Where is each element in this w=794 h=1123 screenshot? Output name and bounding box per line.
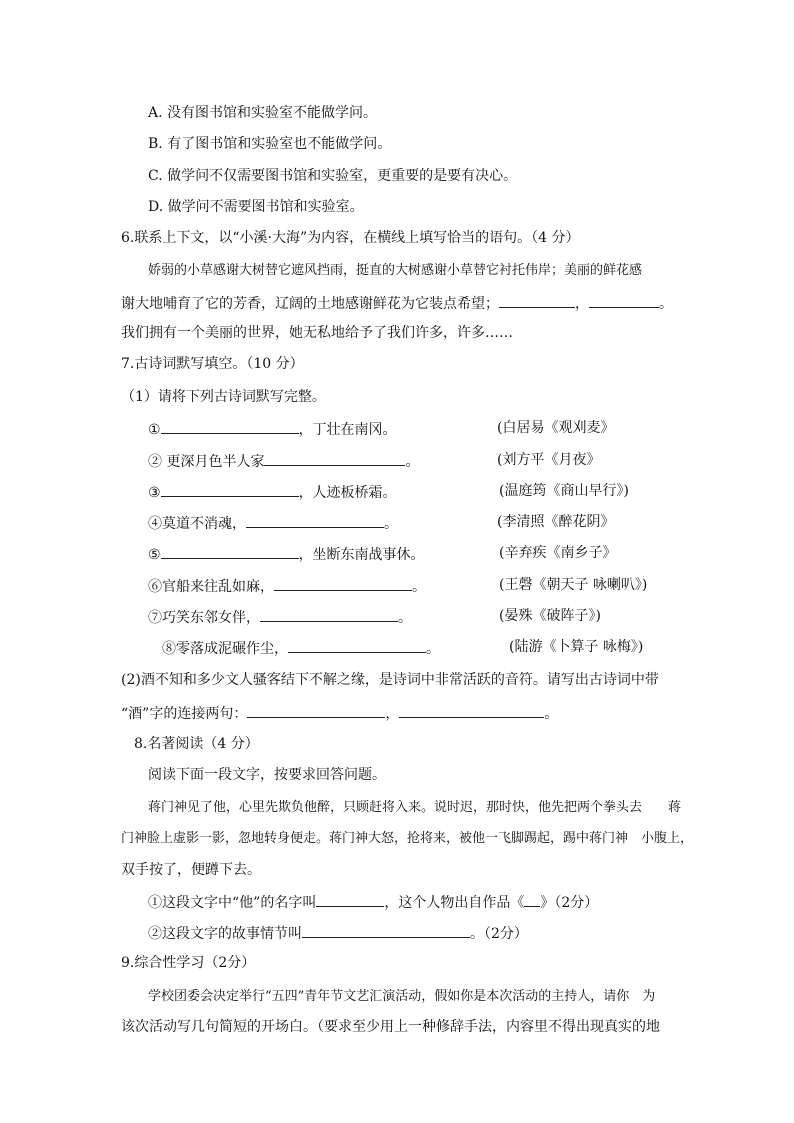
poem-item-pre: ⑤ bbox=[148, 547, 161, 563]
q6-line3: 我们拥有一个美丽的世界，她无私地给予了我们许多，许多…… bbox=[121, 325, 513, 341]
q6-line1: 娇弱的小草感谢大树替它遮风挡雨，挺直的大树感谢小草替它衬托伟岸；美丽的鲜花感 bbox=[148, 263, 643, 278]
option-b: B. 有了图书馆和实验室也不能做学问。 bbox=[148, 136, 392, 152]
poem-item-pre: ④莫道不消魂， bbox=[148, 516, 246, 532]
q6-comma: ， bbox=[575, 296, 589, 312]
q8-title: 8.名著阅读（4 分） bbox=[134, 736, 259, 752]
poem-item-post: ，坐断东南战事休。 bbox=[298, 547, 425, 563]
wine-blank-2[interactable] bbox=[399, 703, 544, 718]
q8-instruction: 阅读下面一段文字，按要求回答问题。 bbox=[148, 767, 386, 783]
work-blank[interactable] bbox=[524, 892, 540, 907]
q8-passage-3: 双手按了，便蹲下去。 bbox=[121, 862, 261, 878]
q6-title: 6.联系上下文，以“小溪·大海”为内容，在横线上填写恰当的语句。（4 分） bbox=[121, 230, 580, 246]
q6-blank-2[interactable] bbox=[589, 293, 659, 308]
q7-sub2-period: 。 bbox=[544, 706, 559, 722]
poem-item-pre: ⑧零落成泥碾作尘， bbox=[162, 641, 288, 657]
poem-blank-7[interactable] bbox=[260, 607, 398, 622]
q9-prompt-2: 该次活动写几句简短的开场白。（要求至少用上一种修辞手法，内容里不得出现真实的地 bbox=[121, 1019, 660, 1035]
q7-sub1: （1）请将下列古诗词默写完整。 bbox=[121, 389, 326, 405]
name-blank[interactable] bbox=[316, 892, 384, 907]
poem-item-post: ，人迹板桥霜。 bbox=[298, 485, 397, 501]
poem-item-post: 。 bbox=[426, 641, 440, 657]
poem-item-6 bbox=[148, 576, 426, 596]
q7-sub2-prompt: “酒”字的连接两句： bbox=[121, 706, 248, 722]
q8-answer-1 bbox=[148, 892, 598, 912]
poem-item-post: ，丁壮在南冈。 bbox=[298, 422, 397, 438]
poem-blank-8[interactable] bbox=[288, 638, 426, 653]
poem-source-8: (陆游《卜算子 咏梅》) bbox=[509, 639, 644, 655]
q8-answer-2 bbox=[148, 923, 528, 943]
option-c: C. 做学问不仅需要图书馆和实验室，更重要的是要有决心。 bbox=[148, 168, 518, 184]
option-d: D. 做学问不需要图书馆和实验室。 bbox=[148, 199, 364, 215]
plot-blank[interactable] bbox=[302, 923, 470, 938]
poem-source-7: (晏殊《破阵子》) bbox=[499, 608, 601, 624]
q8-answer-1-mid: ，这个人物出自作品《 bbox=[384, 895, 525, 911]
poem-item-4 bbox=[148, 513, 398, 533]
poem-item-pre: ① bbox=[148, 422, 161, 438]
poem-item-8 bbox=[162, 638, 440, 658]
q7-sub2-comma: ， bbox=[385, 706, 400, 722]
poem-item-post: 。 bbox=[398, 610, 412, 626]
poem-item-7 bbox=[148, 607, 412, 627]
poem-item-pre: ③ bbox=[148, 485, 161, 501]
q6-blank-1[interactable] bbox=[499, 293, 575, 308]
q9-title: 9.综合性学习（2分） bbox=[121, 955, 256, 971]
poem-source-5: (辛弃疾《南乡子》 bbox=[499, 545, 617, 561]
poem-blank-2[interactable] bbox=[264, 451, 405, 466]
wine-blank-1[interactable] bbox=[247, 703, 385, 718]
q8-answer-1-suffix: 》（2分） bbox=[540, 895, 599, 911]
q8-answer-2-prompt: ②这段文字的故事情节叫 bbox=[148, 926, 302, 942]
poem-item-5 bbox=[148, 544, 425, 564]
q7-sub2-answer bbox=[121, 703, 558, 723]
q6-line2-text: 谢大地哺育了它的芳香，辽阔的土地感谢鲜花为它装点希望； bbox=[121, 296, 499, 312]
q8-answer-1-prompt: ①这段文字中“他”的名字叫 bbox=[148, 895, 317, 911]
poem-blank-3[interactable] bbox=[161, 482, 299, 497]
q8-answer-2-suffix: 。（2分） bbox=[470, 926, 528, 942]
poem-blank-1[interactable] bbox=[161, 419, 299, 434]
poem-item-3 bbox=[148, 482, 397, 502]
poem-item-post: 。 bbox=[405, 454, 420, 470]
q7-sub2: (2)酒不知和多少文人骚客结下不解之缘，是诗词中非常活跃的音符。请写出古诗词中带 bbox=[121, 672, 659, 688]
poem-item-1 bbox=[148, 419, 397, 439]
poem-item-pre: ⑦巧笑东邻女伴， bbox=[148, 610, 260, 626]
poem-blank-4[interactable] bbox=[246, 513, 384, 528]
q9-prompt-1: 学校团委会决定举行“五四”青年节文艺汇演活动，假如你是本次活动的主持人，请你 为 bbox=[148, 989, 656, 1004]
poem-source-1: (白居易《观刈麦》 bbox=[497, 420, 615, 436]
poem-source-3: (温庭筠《商山早行》) bbox=[499, 483, 629, 499]
poem-item-post: 。 bbox=[412, 579, 426, 595]
q8-passage-1: 蒋门神见了他，心里先欺负他醉，只顾赶将入来。说时迟，那时快，他先把两个拳头去 蒋 bbox=[148, 800, 682, 815]
poem-source-6: (王磬《朝天子 咏喇叭》) bbox=[499, 577, 648, 593]
q8-passage-2: 门神脸上虚影一影，忽地转身便走。蒋门神大怒，抢将来，被他一飞脚踢起，踢中蒋门神 小腹上， bbox=[121, 831, 694, 846]
poem-blank-5[interactable] bbox=[161, 544, 299, 559]
poem-source-4: (李清照《醉花阴》 bbox=[497, 514, 615, 530]
poem-source-2: (刘方平《月夜》 bbox=[497, 452, 601, 468]
q7-title: 7.古诗词默写填空。（10 分） bbox=[121, 356, 304, 372]
poem-item-post: 。 bbox=[384, 516, 398, 532]
q6-period: 。 bbox=[659, 296, 673, 312]
poem-blank-6[interactable] bbox=[274, 576, 412, 591]
poem-item-pre: ② 更深月色半人家 bbox=[148, 454, 265, 470]
poem-item-pre: ⑥官船来往乱如麻， bbox=[148, 579, 274, 595]
option-a: A. 没有图书馆和实验室不能做学问。 bbox=[148, 105, 378, 121]
poem-item-2 bbox=[148, 451, 419, 471]
q6-line2 bbox=[121, 293, 673, 313]
